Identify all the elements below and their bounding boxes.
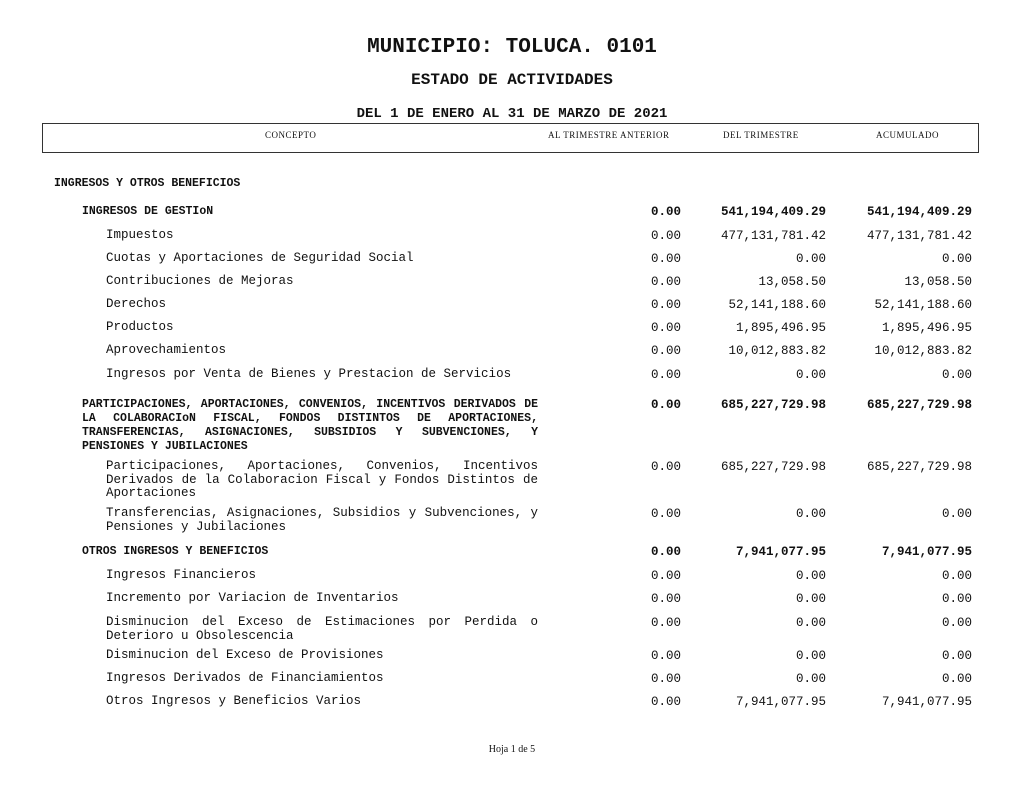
cell-acumulado: 7,941,077.95 [881, 545, 972, 559]
cell-acumulado: 0.00 [941, 569, 972, 583]
column-header [42, 123, 979, 153]
row-label: PARTICIPACIONES, APORTACIONES, CONVENIOS, INCENTIVOS DERIVADOS DE LA COLABORACIoN FISCAL, FONDOS DISTINTOS DE APORTACIONES, TRANSFERENCIAS, ASIGNACIONES, SUBSIDIOS Y SUBVENCIONES, Y PENSIONES Y JUBILACIONES [82, 398, 538, 453]
cell-anterior: 0.00 [650, 229, 681, 243]
cell-trimestre: 477,131,781.42 [720, 229, 826, 243]
row-label: Cuotas y Aportaciones de Seguridad Social [106, 251, 414, 265]
cell-acumulado: 685,227,729.98 [866, 398, 972, 412]
row-label: Transferencias, Asignaciones, Subsidios y Subvenciones, y Pensiones y Jubilaciones [106, 506, 538, 534]
cell-acumulado: 685,227,729.98 [866, 460, 972, 474]
cell-trimestre: 0.00 [795, 507, 826, 521]
cell-anterior: 0.00 [650, 205, 681, 219]
cell-trimestre: 685,227,729.98 [720, 398, 826, 412]
cell-acumulado: 0.00 [941, 649, 972, 663]
cell-anterior: 0.00 [650, 592, 681, 606]
cell-trimestre: 1,895,496.95 [735, 321, 826, 335]
cell-anterior: 0.00 [650, 569, 681, 583]
row-label: Disminucion del Exceso de Estimaciones por Perdida o Deterioro u Obsolescencia [106, 615, 538, 643]
cell-anterior: 0.00 [650, 321, 681, 335]
cell-trimestre: 0.00 [795, 368, 826, 382]
cell-trimestre: 0.00 [795, 649, 826, 663]
row-label: OTROS INGRESOS Y BENEFICIOS [82, 545, 269, 558]
cell-acumulado: 10,012,883.82 [874, 344, 972, 358]
row-label: Incremento por Variacion de Inventarios [106, 591, 399, 605]
cell-anterior: 0.00 [650, 298, 681, 312]
cell-acumulado: 0.00 [941, 616, 972, 630]
cell-trimestre: 0.00 [795, 569, 826, 583]
cell-anterior: 0.00 [650, 252, 681, 266]
row-label: Derechos [106, 297, 167, 311]
cell-anterior: 0.00 [650, 275, 681, 289]
cell-trimestre: 0.00 [795, 592, 826, 606]
cell-trimestre: 10,012,883.82 [728, 344, 826, 358]
cell-acumulado: 1,895,496.95 [881, 321, 972, 335]
cell-trimestre: 7,941,077.95 [735, 695, 826, 709]
row-label: INGRESOS DE GESTIoN [82, 205, 214, 218]
row-label: Otros Ingresos y Beneficios Varios [106, 694, 362, 708]
cell-acumulado: 0.00 [941, 368, 972, 382]
cell-trimestre: 541,194,409.29 [720, 205, 826, 219]
cell-acumulado: 0.00 [941, 507, 972, 521]
cell-trimestre: 13,058.50 [758, 275, 826, 289]
column-trimestre-anterior: AL TRIMESTRE ANTERIOR [548, 130, 670, 140]
row-label: Productos [106, 320, 174, 334]
cell-acumulado: 0.00 [941, 252, 972, 266]
cell-trimestre: 0.00 [795, 672, 826, 686]
row-label: Contribuciones de Mejoras [106, 274, 294, 288]
cell-anterior: 0.00 [650, 368, 681, 382]
row-label: Ingresos Financieros [106, 568, 257, 582]
column-acumulado: ACUMULADO [876, 130, 939, 140]
row-label: Disminucion del Exceso de Provisiones [106, 648, 384, 662]
cell-acumulado: 541,194,409.29 [866, 205, 972, 219]
cell-anterior: 0.00 [650, 545, 681, 559]
cell-anterior: 0.00 [650, 344, 681, 358]
cell-anterior: 0.00 [650, 460, 681, 474]
cell-trimestre: 0.00 [795, 252, 826, 266]
cell-trimestre: 685,227,729.98 [720, 460, 826, 474]
cell-acumulado: 7,941,077.95 [881, 695, 972, 709]
row-label: Participaciones, Aportaciones, Convenios, Incentivos Derivados de la Colaboracion Fiscal y Fondos Distintos de Aportaciones [106, 459, 538, 500]
row-label: Aprovechamientos [106, 343, 227, 357]
cell-acumulado: 52,141,188.60 [874, 298, 972, 312]
column-concepto: CONCEPTO [265, 130, 317, 140]
section-title: INGRESOS Y OTROS BENEFICIOS [54, 177, 241, 190]
page-number: Hoja 1 de 5 [488, 744, 536, 755]
cell-anterior: 0.00 [650, 507, 681, 521]
cell-trimestre: 7,941,077.95 [735, 545, 826, 559]
cell-anterior: 0.00 [650, 616, 681, 630]
row-label: Ingresos Derivados de Financiamientos [106, 671, 384, 685]
cell-anterior: 0.00 [650, 398, 681, 412]
document-title: MUNICIPIO: TOLUCA. 0101 [367, 36, 657, 59]
cell-anterior: 0.00 [650, 672, 681, 686]
cell-trimestre: 0.00 [795, 616, 826, 630]
cell-acumulado: 0.00 [941, 592, 972, 606]
cell-trimestre: 52,141,188.60 [728, 298, 826, 312]
report-name: ESTADO DE ACTIVIDADES [411, 71, 613, 89]
column-del-trimestre: DEL TRIMESTRE [723, 130, 799, 140]
cell-acumulado: 13,058.50 [904, 275, 972, 289]
cell-acumulado: 0.00 [941, 672, 972, 686]
report-period: DEL 1 DE ENERO AL 31 DE MARZO DE 2021 [356, 106, 668, 122]
row-label: Ingresos por Venta de Bienes y Prestacion de Servicios [106, 367, 512, 381]
row-label: Impuestos [106, 228, 174, 242]
cell-acumulado: 477,131,781.42 [866, 229, 972, 243]
cell-anterior: 0.00 [650, 695, 681, 709]
cell-anterior: 0.00 [650, 649, 681, 663]
